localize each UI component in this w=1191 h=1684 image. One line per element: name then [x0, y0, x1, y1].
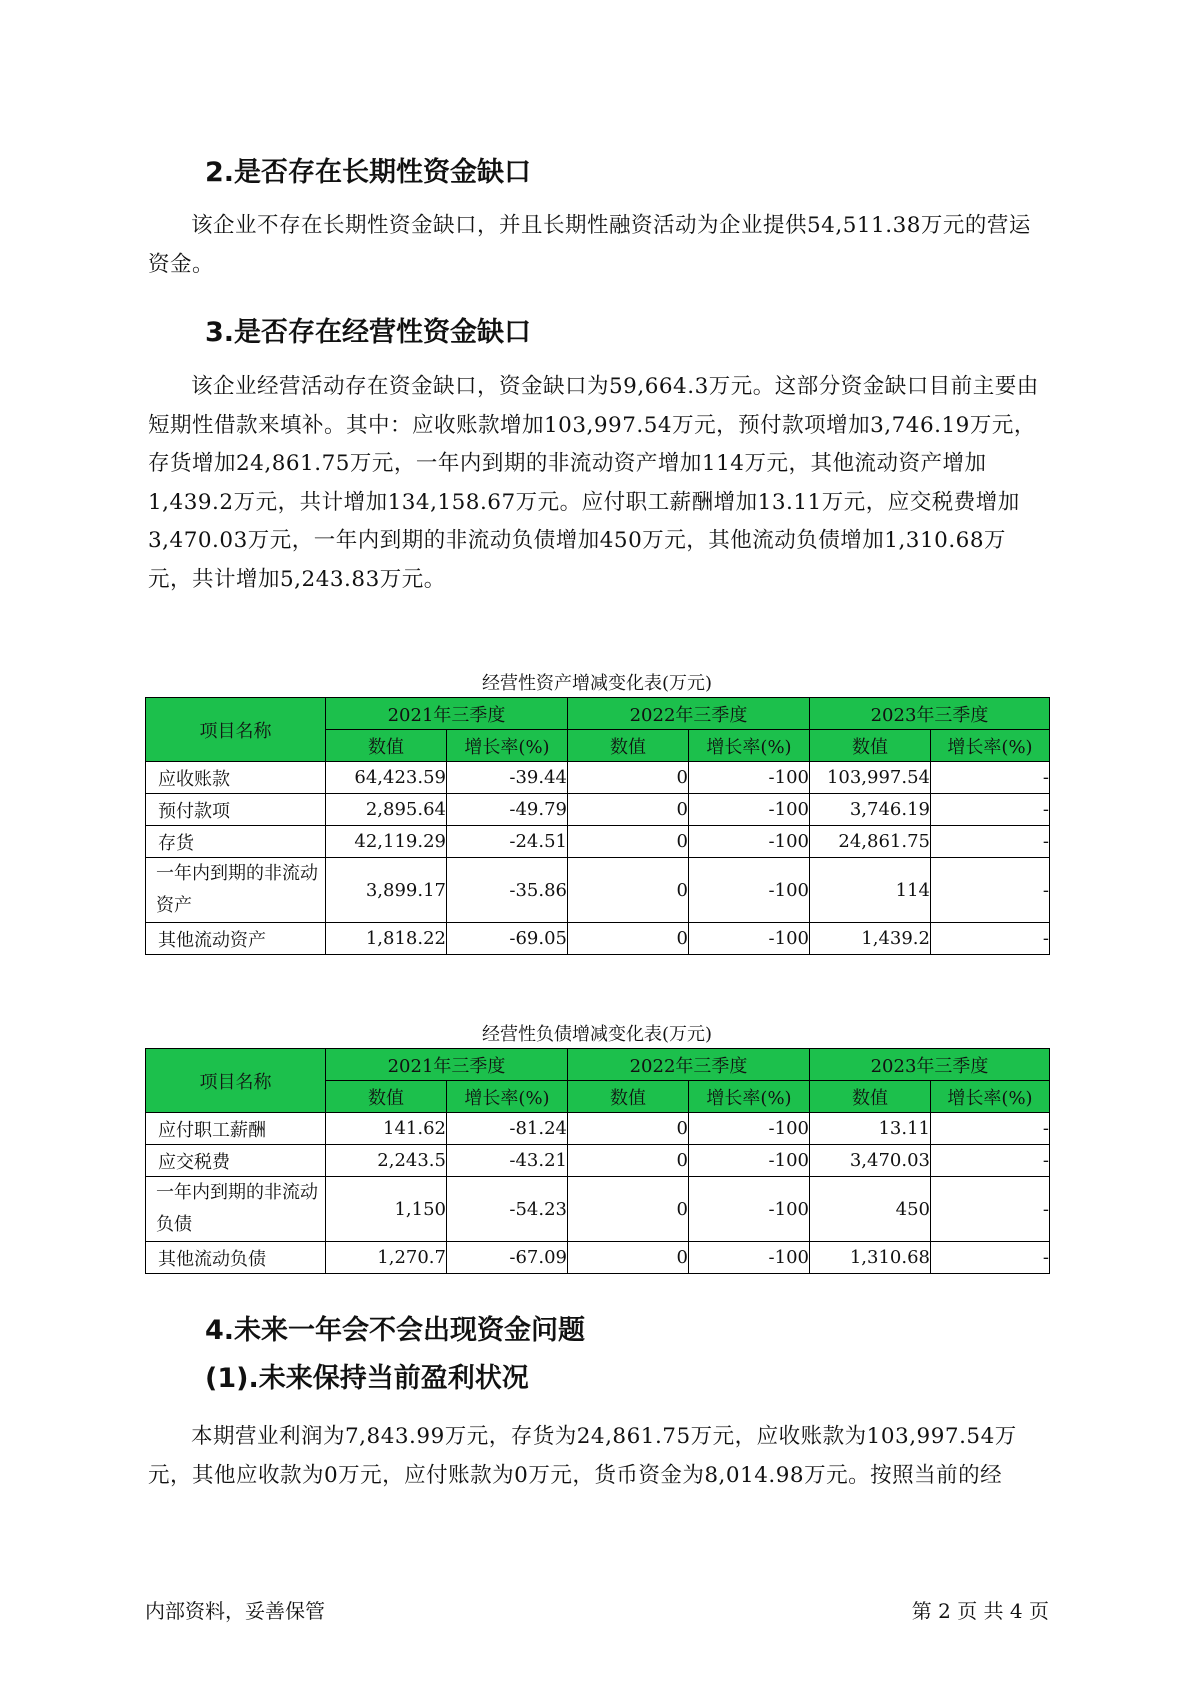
- value-2022: 0: [568, 762, 689, 794]
- value-2022: 0: [568, 1177, 689, 1242]
- liab-header-row-1: [146, 1049, 1050, 1081]
- growth-2021: -54.23: [447, 1177, 568, 1242]
- value-2022: 0: [568, 826, 689, 858]
- row-name: 预付款项: [146, 794, 326, 826]
- header-period-2023: 2023年三季度: [810, 698, 1050, 730]
- growth-2021: -49.79: [447, 794, 568, 826]
- row-name: 一年内到期的非流动资产: [146, 858, 326, 923]
- growth-2022: -100: [689, 1177, 810, 1242]
- growth-2022: -100: [689, 1145, 810, 1177]
- growth-2023: -: [931, 826, 1050, 858]
- growth-2023: -: [931, 1177, 1050, 1242]
- growth-2023: -: [931, 1145, 1050, 1177]
- row-name: 其他流动负债: [146, 1242, 326, 1274]
- table-row: [146, 794, 1050, 826]
- assets-table: [145, 697, 1050, 955]
- header-period-2022: 2022年三季度: [568, 698, 810, 730]
- header-growth: 增长率(%): [447, 1081, 568, 1113]
- table-row: [146, 923, 1050, 955]
- growth-2023: -: [931, 794, 1050, 826]
- growth-2021: -35.86: [447, 858, 568, 923]
- row-name: 应付职工薪酬: [146, 1113, 326, 1145]
- section-4-paragraph: 本期营业利润为7,843.99万元，存货为24,861.75万元，应收账款为103,997.54万元，其他应收款为0万元，应付账款为0万元，货币资金为8,014.98万元。按照当前的经: [148, 1424, 1017, 1488]
- growth-2021: -81.24: [447, 1113, 568, 1145]
- value-2021: 2,895.64: [326, 794, 447, 826]
- row-name: 存货: [146, 826, 326, 858]
- value-2022: 0: [568, 1145, 689, 1177]
- growth-2022: -100: [689, 826, 810, 858]
- growth-2021: -69.05: [447, 923, 568, 955]
- assets-header-row-1: [146, 698, 1050, 730]
- growth-2022: -100: [689, 1242, 810, 1274]
- value-2023: 450: [810, 1177, 931, 1242]
- value-2021: 1,270.7: [326, 1242, 447, 1274]
- header-period-2022: 2022年三季度: [568, 1049, 810, 1081]
- growth-2023: -: [931, 923, 1050, 955]
- growth-2022: -100: [689, 762, 810, 794]
- value-2023: 13.11: [810, 1113, 931, 1145]
- header-value: 数值: [810, 1081, 931, 1113]
- growth-2023: -: [931, 1242, 1050, 1274]
- row-name: 一年内到期的非流动负债: [146, 1177, 326, 1242]
- liab-table-body: [146, 1049, 1050, 1274]
- header-growth: 增长率(%): [931, 1081, 1050, 1113]
- value-2022: 0: [568, 1242, 689, 1274]
- row-name: 其他流动资产: [146, 923, 326, 955]
- value-2021: 42,119.29: [326, 826, 447, 858]
- value-2022: 0: [568, 794, 689, 826]
- growth-2021: -39.44: [447, 762, 568, 794]
- section-2-paragraph: 该企业不存在长期性资金缺口，并且长期性融资活动为企业提供54,511.38万元的营运资金。: [148, 213, 1031, 277]
- row-name: 应交税费: [146, 1145, 326, 1177]
- value-2021: 141.62: [326, 1113, 447, 1145]
- table-row: [146, 1145, 1050, 1177]
- table-row: [146, 858, 1050, 923]
- header-growth: 增长率(%): [689, 1081, 810, 1113]
- section-3-title: 3.是否存在经营性资金缺口: [205, 317, 532, 348]
- header-period-2021: 2021年三季度: [326, 1049, 568, 1081]
- value-2021: 64,423.59: [326, 762, 447, 794]
- growth-2023: -: [931, 858, 1050, 923]
- value-2023: 103,997.54: [810, 762, 931, 794]
- header-value: 数值: [810, 730, 931, 762]
- table-row: [146, 1242, 1050, 1274]
- growth-2023: -: [931, 1113, 1050, 1145]
- value-2023: 1,310.68: [810, 1242, 931, 1274]
- header-period-2023: 2023年三季度: [810, 1049, 1050, 1081]
- table-row: [146, 826, 1050, 858]
- section-4-title: 4.未来一年会不会出现资金问题: [205, 1315, 586, 1346]
- header-value: 数值: [568, 730, 689, 762]
- liab-table: [145, 1048, 1050, 1274]
- assets-table-caption: 经营性资产增减变化表(万元): [481, 673, 713, 694]
- footer-page-number: 第 2 页 共 4 页: [911, 1599, 1049, 1623]
- header-growth: 增长率(%): [931, 730, 1050, 762]
- value-2021: 1,818.22: [326, 923, 447, 955]
- section-4-subtitle: (1).未来保持当前盈利状况: [205, 1363, 529, 1394]
- value-2021: 2,243.5: [326, 1145, 447, 1177]
- growth-2021: -67.09: [447, 1242, 568, 1274]
- growth-2022: -100: [689, 1113, 810, 1145]
- header-growth: 增长率(%): [447, 730, 568, 762]
- value-2023: 24,861.75: [810, 826, 931, 858]
- table-row: [146, 1177, 1050, 1242]
- growth-2021: -43.21: [447, 1145, 568, 1177]
- table-row: [146, 762, 1050, 794]
- footer-confidential-note: 内部资料，妥善保管: [145, 1599, 325, 1623]
- header-value: 数值: [568, 1081, 689, 1113]
- growth-2021: -24.51: [447, 826, 568, 858]
- value-2023: 114: [810, 858, 931, 923]
- value-2021: 3,899.17: [326, 858, 447, 923]
- value-2023: 1,439.2: [810, 923, 931, 955]
- growth-2022: -100: [689, 858, 810, 923]
- growth-2022: -100: [689, 794, 810, 826]
- growth-2022: -100: [689, 923, 810, 955]
- assets-table-body: [146, 698, 1050, 955]
- value-2022: 0: [568, 923, 689, 955]
- row-name: 应收账款: [146, 762, 326, 794]
- header-item-name: 项目名称: [146, 698, 326, 762]
- header-value: 数值: [326, 730, 447, 762]
- value-2023: 3,470.03: [810, 1145, 931, 1177]
- liab-table-caption: 经营性负债增减变化表(万元): [481, 1024, 713, 1045]
- header-value: 数值: [326, 1081, 447, 1113]
- header-item-name: 项目名称: [146, 1049, 326, 1113]
- table-row: [146, 1113, 1050, 1145]
- value-2023: 3,746.19: [810, 794, 931, 826]
- header-period-2021: 2021年三季度: [326, 698, 568, 730]
- section-2-title: 2.是否存在长期性资金缺口: [205, 157, 532, 188]
- value-2022: 0: [568, 858, 689, 923]
- section-3-paragraph: 该企业经营活动存在资金缺口，资金缺口为59,664.3万元。这部分资金缺口目前主要由短期性借款来填补。其中：应收账款增加103,997.54万元，预付款项增加3,746.19万元，存货增加24,861.75万元，一年内到期的非流动资产增加114万元，其他流动资产增加1,439.2万元，共计增加134,158.67万元。应付职工薪酬增加13.11万元，应交税费增加3,470.03万元，一年内到期的非流动负债增加450万元，其他流动负债增加1,310.68万元，共计增加5,243.83万元。: [148, 374, 1039, 592]
- value-2021: 1,150: [326, 1177, 447, 1242]
- value-2022: 0: [568, 1113, 689, 1145]
- header-growth: 增长率(%): [689, 730, 810, 762]
- growth-2023: -: [931, 762, 1050, 794]
